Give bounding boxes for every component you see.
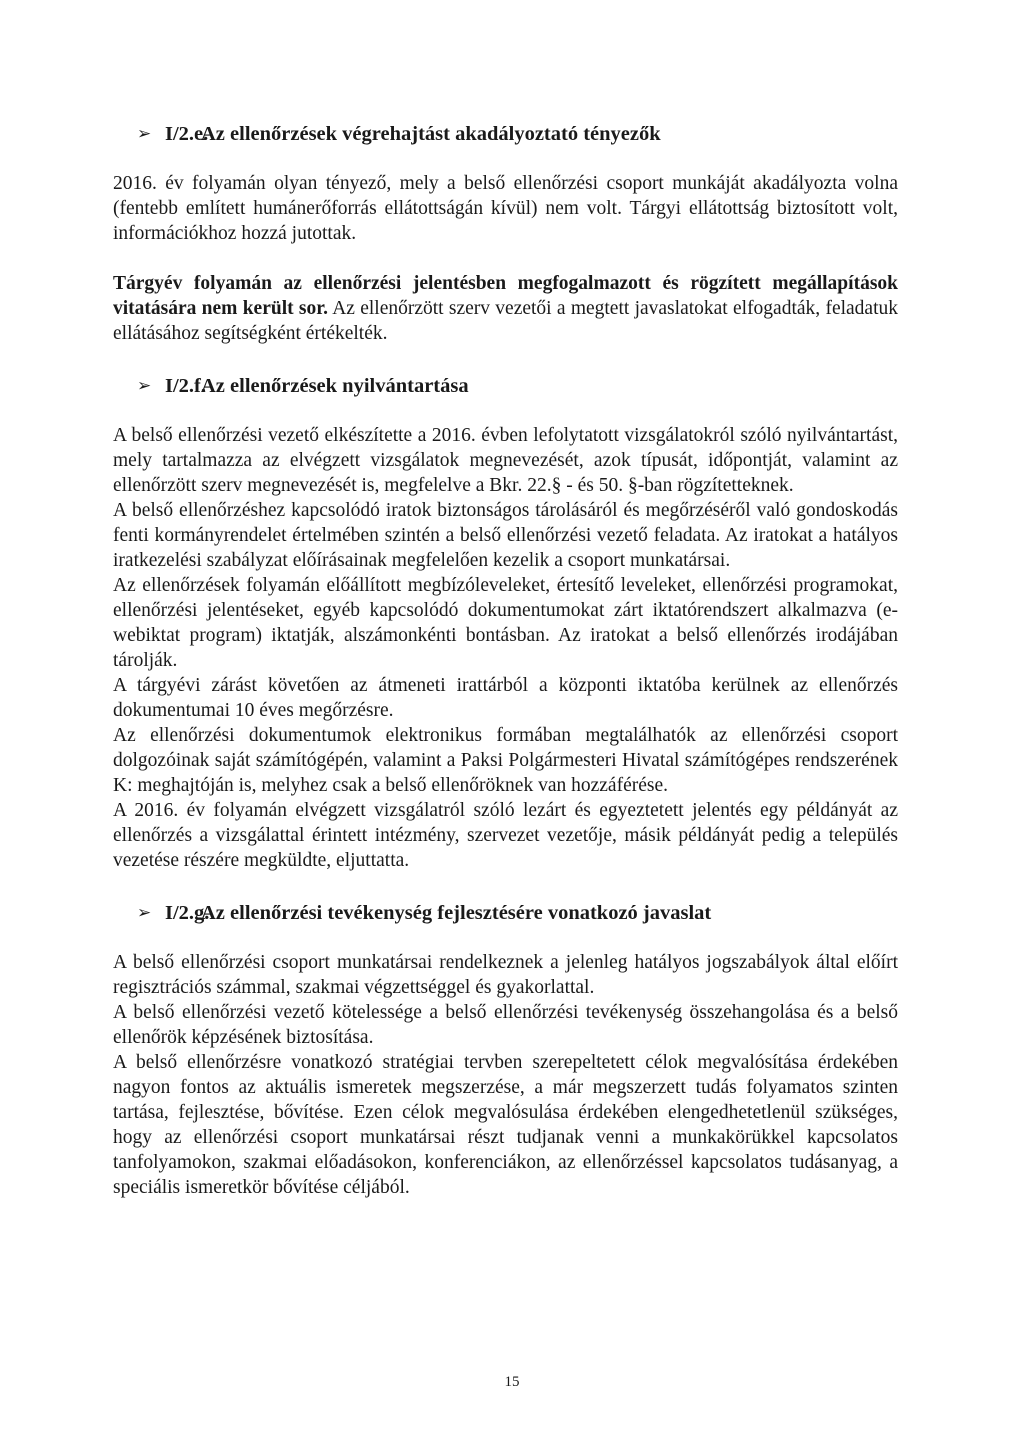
page-content — [113, 120, 898, 1200]
section-title: Az ellenőrzések végrehajtást akadályoztató tényezők — [201, 123, 661, 145]
section-title: Az ellenőrzések nyilvántartása — [201, 375, 469, 397]
paragraph-text: Az ellenőrzött szerv vezetői a megtett javaslatokat elfogadták, feladatuk ellátásához segítségként értékelték. — [113, 298, 898, 344]
paragraph: A belső ellenőrzéshez kapcsolódó iratok biztonságos tárolásáról és megőrzéséről való gondoskodás fenti kormányrendelet értelmében szintén a belső ellenőrzési vezető feladata. Az iratokat a hatályos iratkezelési szabályzat előírásainak megfelelően kezelik a csoport munkatársai. — [113, 500, 898, 571]
page-number: 15 — [504, 1374, 520, 1390]
paragraph: A 2016. év folyamán elvégzett vizsgálatról szóló lezárt és egyeztetett jelentés egy példányát az ellenőrzés a vizsgálattal érintett intézmény, szervezet vezetője, másik példányát pedig a település vezetése részére megküldte, eljuttatta. — [113, 800, 898, 871]
section-number: I/2.e. — [165, 123, 209, 145]
paragraph: A belső ellenőrzésre vonatkozó stratégiai tervben szerepeltetett célok megvalósítása érdekében nagyon fontos az aktuális ismeretek megszerzése, a már megszerzett tudás folyamatos szinten tartása, fejlesztése, bővítése. Ezen célok megvalósulása érdekében elengedhetetlenül szükséges, hogy az ellenőrzési csoport munkatársai részt tudjanak venni a munkakörükkel kapcsolatos tanfolyamokon, szakmai előadásokon, konferenciákon, az ellenőrzéssel kapcsolatos tudásanyag, a speciális ismeretkör bővítése céljából. — [113, 1052, 898, 1198]
paragraph: A tárgyévi zárást követően az átmeneti irattárból a központi iktatóba kerülnek az ellenőrzés dokumentumai 10 éves megőrzésre. — [113, 675, 898, 721]
arrow-bullet-icon: ➢ — [137, 376, 152, 395]
paragraph: Az ellenőrzési dokumentumok elektronikus formában megtalálhatók az ellenőrzési csoport dolgozóinak saját számítógépén, valamint a Paksi Polgármesteri Hivatal számítógépes rendszerének K: meghajtóján is, melyhez csak a belső ellenőröknek van hozzáférése. — [113, 725, 898, 796]
section-heading-g — [137, 899, 898, 928]
section-heading-f — [137, 372, 898, 401]
section-number: I/2.f. — [165, 375, 206, 397]
bold-statement: Tárgyév folyamán az ellenőrzési jelentésben megfogalmazott és rögzített megállapítások vitatására nem került sor. — [113, 273, 898, 319]
paragraph: Az ellenőrzések folyamán előállított megbízóleveleket, értesítő leveleket, ellenőrzési programokat, ellenőrzési jelentéseket, egyéb kapcsolódó dokumentumokat zárt iktatórendszert alkalmazva (e-webiktat program) iktatják, alszámonkénti bontásban. Az iratokat a belső ellenőrzés irodájában tárolják. — [113, 575, 898, 671]
section-heading-e — [137, 120, 898, 149]
arrow-bullet-icon: ➢ — [137, 124, 152, 143]
section-title: Az ellenőrzési tevékenység fejlesztésére vonatkozó javaslat — [201, 902, 712, 924]
paragraph: A belső ellenőrzési vezető elkészítette a 2016. évben lefolytatott vizsgálatokról szóló nyilvántartást, mely tartalmazza az elvégzett vizsgálatok megnevezését, azok típusát, időpontját, valamint az ellenőrzött szerv megnevezését is, megfelelve a Bkr. 22.§ - és 50. §-ban rögzítetteknek. — [113, 425, 898, 496]
arrow-bullet-icon: ➢ — [137, 903, 152, 922]
paragraph: A belső ellenőrzési csoport munkatársai rendelkeznek a jelenleg hatályos jogszabályok által előírt regisztrációs számmal, szakmai végzettséggel és gyakorlattal. — [113, 952, 898, 998]
paragraph — [113, 271, 898, 346]
section-number: I/2.g. — [165, 902, 210, 924]
paragraph: 2016. év folyamán olyan tényező, mely a belső ellenőrzési csoport munkáját akadályozta volna (fentebb említett humánerőforrás ellátottságán kívül) nem volt. Tárgyi ellátottság biztosított volt, információkhoz hozzá jutottak. — [113, 173, 898, 244]
paragraph: A belső ellenőrzési vezető kötelessége a belső ellenőrzési tevékenység összehangolása és a belső ellenőrök képzésének biztosítása. — [113, 1002, 898, 1048]
